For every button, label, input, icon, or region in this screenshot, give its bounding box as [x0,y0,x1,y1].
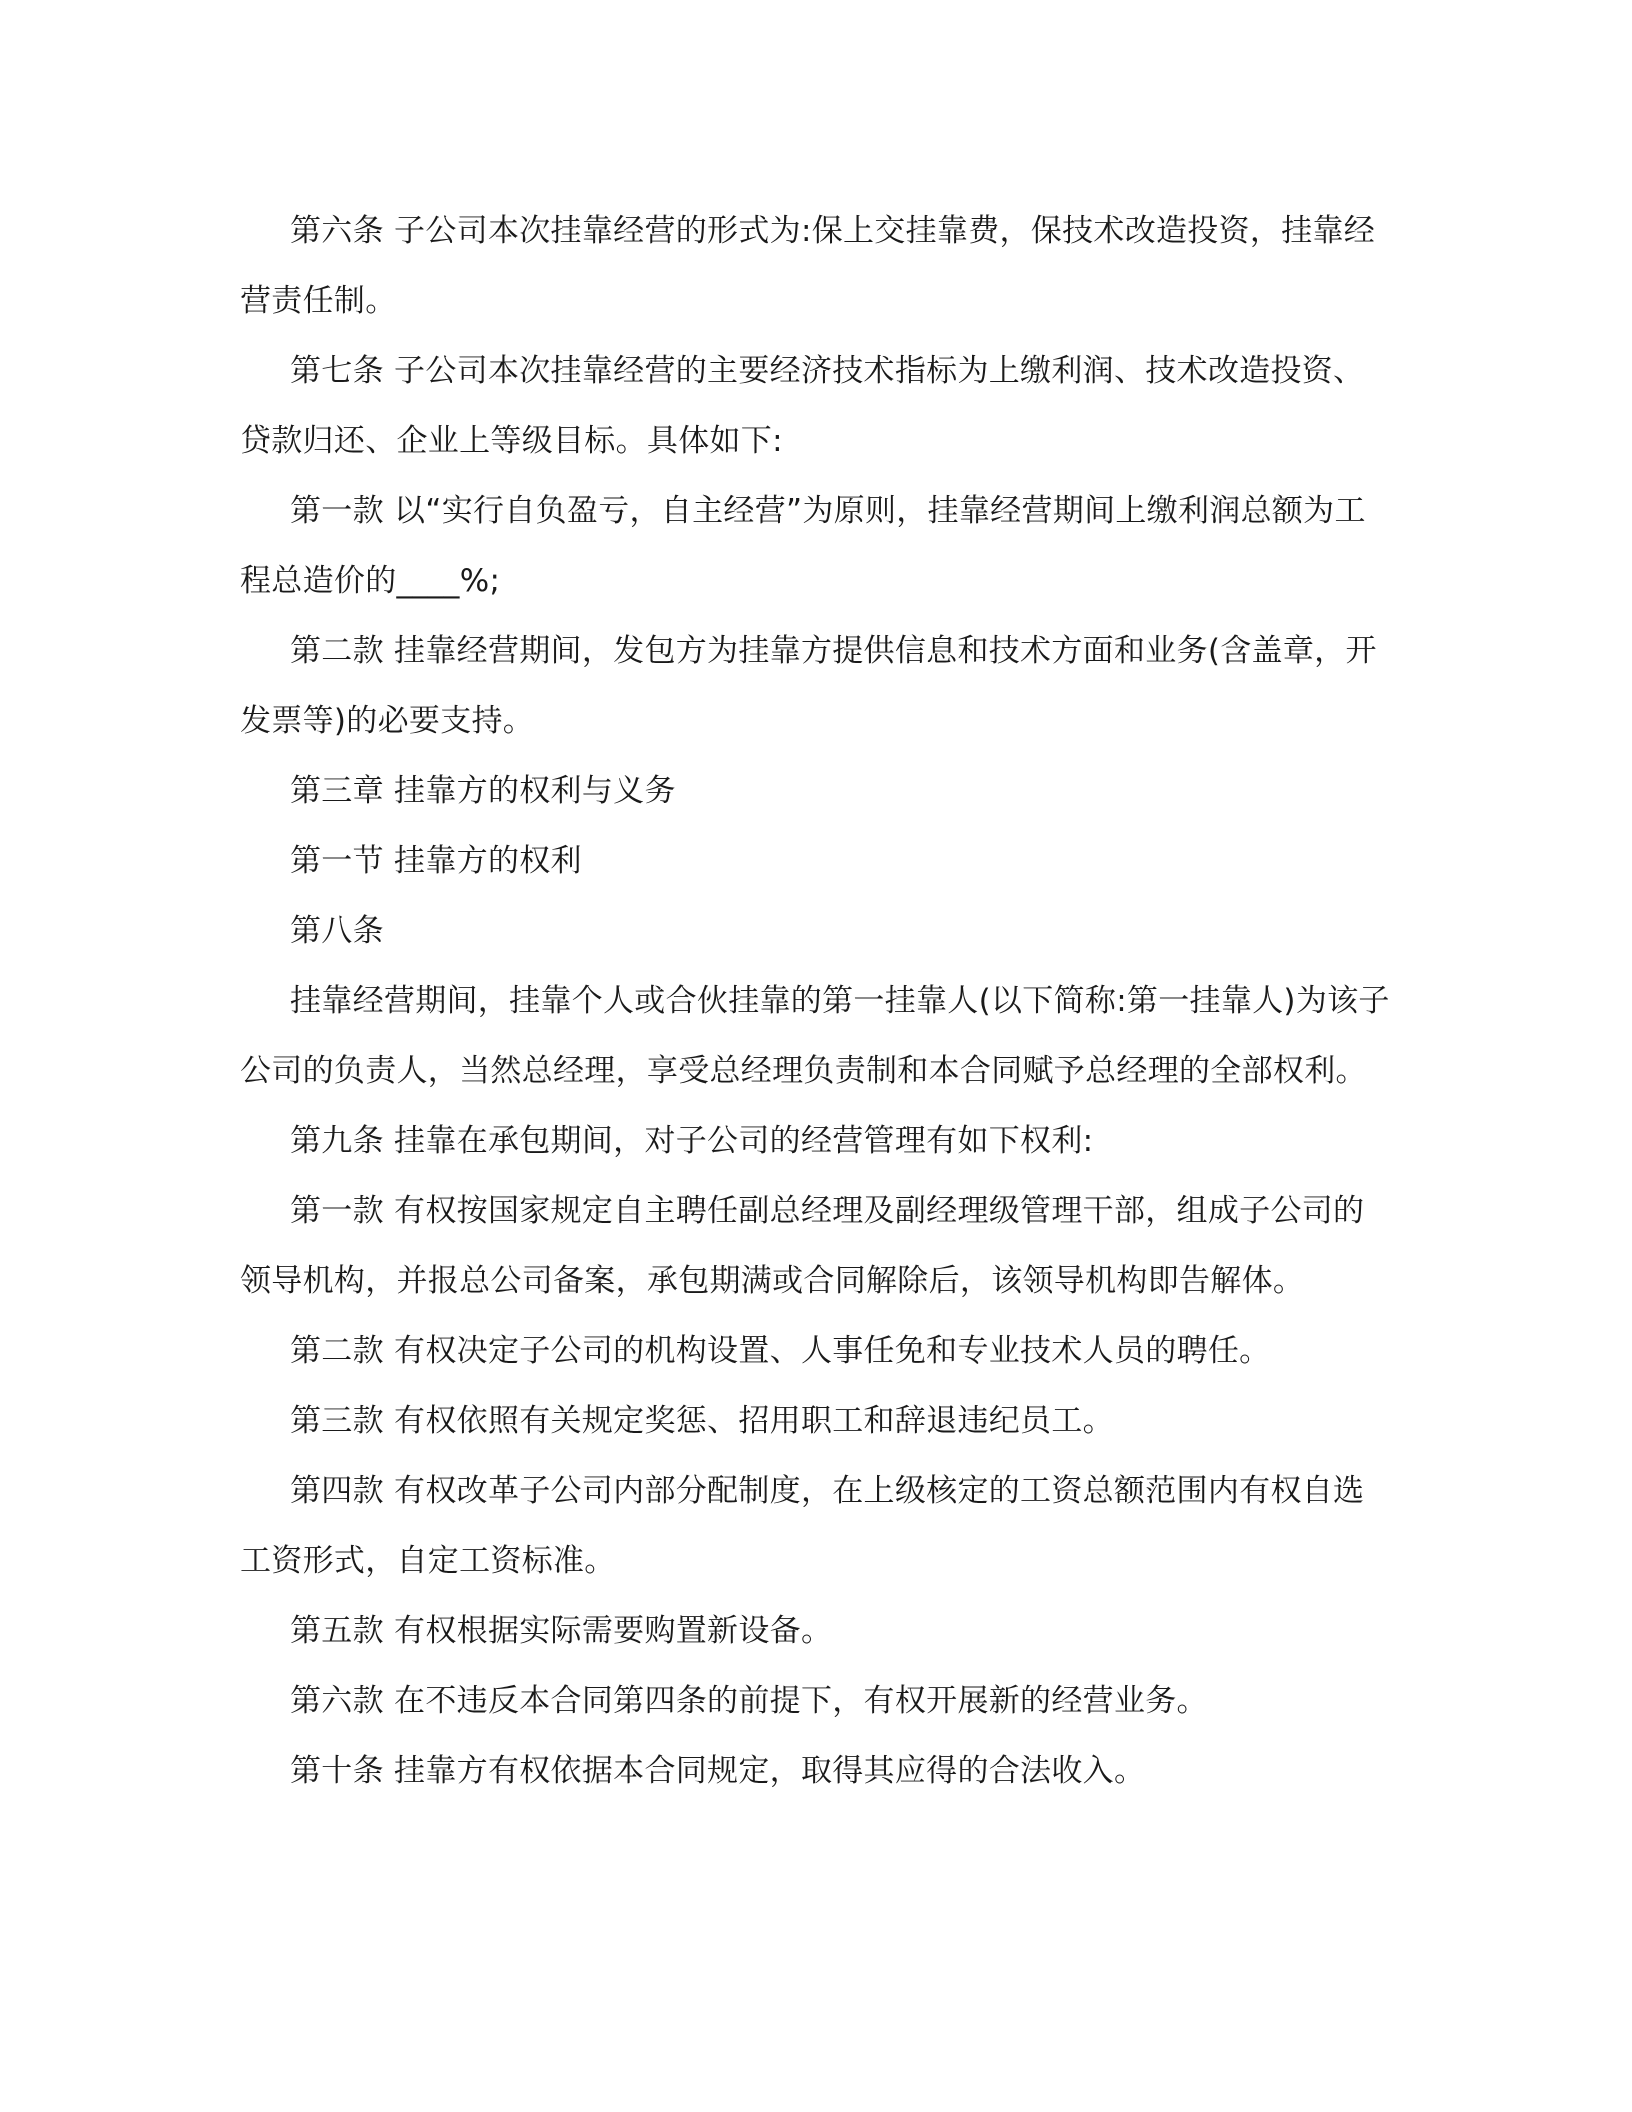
article-7: 第七条 子公司本次挂靠经营的主要经济技术指标为上缴利润、技术改造投资、贷款归还、企业上等级目标。具体如下: [240,353,1365,459]
section-1-heading: 第一节 挂靠方的权利 [290,843,582,879]
article-9: 第九条 挂靠在承包期间，对子公司的经营管理有如下权利: [290,1123,1094,1159]
chapter-3-heading: 第三章 挂靠方的权利与义务 [290,773,676,809]
article-8-heading: 第八条 [290,913,384,949]
article-9-clause-6: 第六款 在不违反本合同第四条的前提下，有权开展新的经营业务。 [290,1683,1208,1719]
article-10: 第十条 挂靠方有权依据本合同规定，取得其应得的合法收入。 [290,1753,1146,1789]
article-7-clause-1: 第一款 以“实行自负盈亏，自主经营”为原则，挂靠经营期间上缴利润总额为工程总造价的____%; [240,493,1366,599]
article-9-clause-3: 第三款 有权依照有关规定奖惩、招用职工和辞退违纪员工。 [290,1403,1114,1439]
article-6: 第六条 子公司本次挂靠经营的形式为:保上交挂靠费，保技术改造投资，挂靠经营责任制。 [240,213,1376,319]
article-7-clause-2: 第二款 挂靠经营期间，发包方为挂靠方提供信息和技术方面和业务(含盖章，开发票等)的必要支持。 [240,633,1377,739]
article-9-clause-1: 第一款 有权按国家规定自主聘任副总经理及副经理级管理干部，组成子公司的领导机构，并报总公司备案，承包期满或合同解除后，该领导机构即告解体。 [240,1193,1365,1299]
article-9-clause-5: 第五款 有权根据实际需要购置新设备。 [290,1613,833,1649]
article-8-body: 挂靠经营期间，挂靠个人或合伙挂靠的第一挂靠人(以下简称:第一挂靠人)为该子公司的负责人，当然总经理，享受总经理负责制和本合同赋予总经理的全部权利。 [240,983,1390,1089]
document-body [240,196,1390,1806]
article-9-clause-4: 第四款 有权改革子公司内部分配制度，在上级核定的工资总额范围内有权自选工资形式，自定工资标准。 [240,1473,1365,1579]
article-9-clause-2: 第二款 有权决定子公司的机构设置、人事任免和专业技术人员的聘任。 [290,1333,1271,1369]
